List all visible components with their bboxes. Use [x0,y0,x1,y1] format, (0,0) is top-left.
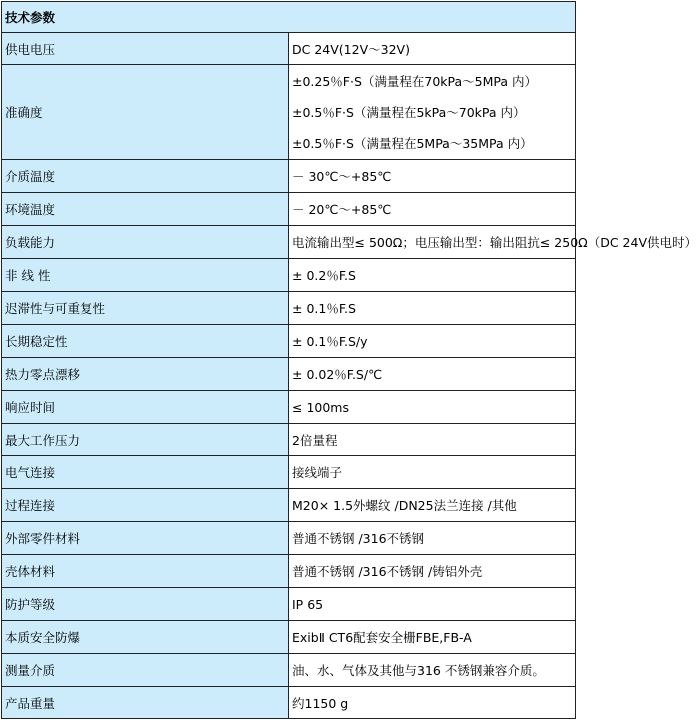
spec-value-line: ±0.5％F·S（满量程在5kPa～70kPa 内） [292,104,526,120]
table-title: 技术参数 [2,2,576,33]
spec-label: 本质安全防爆 [2,621,289,654]
table-row [2,193,576,226]
spec-label: 热力零点漂移 [2,358,289,391]
table-row [2,522,576,555]
spec-label: 供电电压 [2,33,289,65]
spec-value-multi [289,65,576,160]
table-row [2,160,576,193]
spec-label: 长期稳定性 [2,325,289,358]
spec-value: ± 0.02％F.S/℃ [289,358,576,391]
spec-label: 负载能力 [2,226,289,259]
table-row [2,65,576,160]
spec-value: ExibⅡ CT6配套安全栅FBE,FB-A [289,621,576,654]
spec-label: 外部零件材料 [2,522,289,555]
spec-value: 约1150 g [289,687,576,719]
table-row [2,424,576,456]
table-row [2,325,576,358]
table-row [2,358,576,391]
spec-label: 测量介质 [2,654,289,687]
spec-value: 电流输出型≤ 500Ω；电压输出型：输出阻抗≤ 250Ω（DC 24V供电时） [289,226,576,259]
spec-label: 防护等级 [2,588,289,621]
spec-value-line: ±0.5％F·S（满量程在5MPa～35MPa 内） [292,135,533,151]
table-row [2,588,576,621]
table-row [2,226,576,259]
table-header-row [2,2,576,33]
spec-value: DC 24V(12V～32V) [289,33,576,65]
table-row [2,259,576,292]
spec-value: 接线端子 [289,456,576,489]
spec-value: M20× 1.5外螺纹 /DN25法兰连接 /其他 [289,489,576,522]
spec-value: ± 0.1％F.S/y [289,325,576,358]
spec-label: 准确度 [2,65,289,160]
spec-value-line: ±0.25％F·S（满量程在70kPa～5MPa 内） [292,73,538,89]
spec-label: 迟滞性与可重复性 [2,292,289,325]
spec-label: 最大工作压力 [2,424,289,456]
spec-value: ± 0.2％F.S [289,259,576,292]
spec-label: 产品重量 [2,687,289,719]
spec-value: 普通不锈钢 /316不锈钢 [289,522,576,555]
table-row [2,489,576,522]
table-row [2,687,576,719]
spec-label: 电气连接 [2,456,289,489]
table-row [2,621,576,654]
table-row [2,33,576,65]
spec-value: ≤ 100ms [289,391,576,424]
spec-label: 介质温度 [2,160,289,193]
spec-value: 2倍量程 [289,424,576,456]
spec-value: 普通不锈钢 /316不锈钢 /铸铝外壳 [289,555,576,588]
spec-label: 壳体材料 [2,555,289,588]
table-row [2,555,576,588]
table-row [2,292,576,325]
spec-value: 油、水、气体及其他与316 不锈钢兼容介质。 [289,654,576,687]
spec-label: 过程连接 [2,489,289,522]
spec-label: 环境温度 [2,193,289,226]
spec-label: 响应时间 [2,391,289,424]
table-row [2,456,576,489]
spec-value: － 20℃～+85℃ [289,193,576,226]
table-row [2,391,576,424]
spec-label: 非 线 性 [2,259,289,292]
spec-value: － 30℃～+85℃ [289,160,576,193]
spec-value: ± 0.1％F.S [289,292,576,325]
technical-specs-table [1,1,697,719]
table-row [2,654,576,687]
spec-value: IP 65 [289,588,576,621]
